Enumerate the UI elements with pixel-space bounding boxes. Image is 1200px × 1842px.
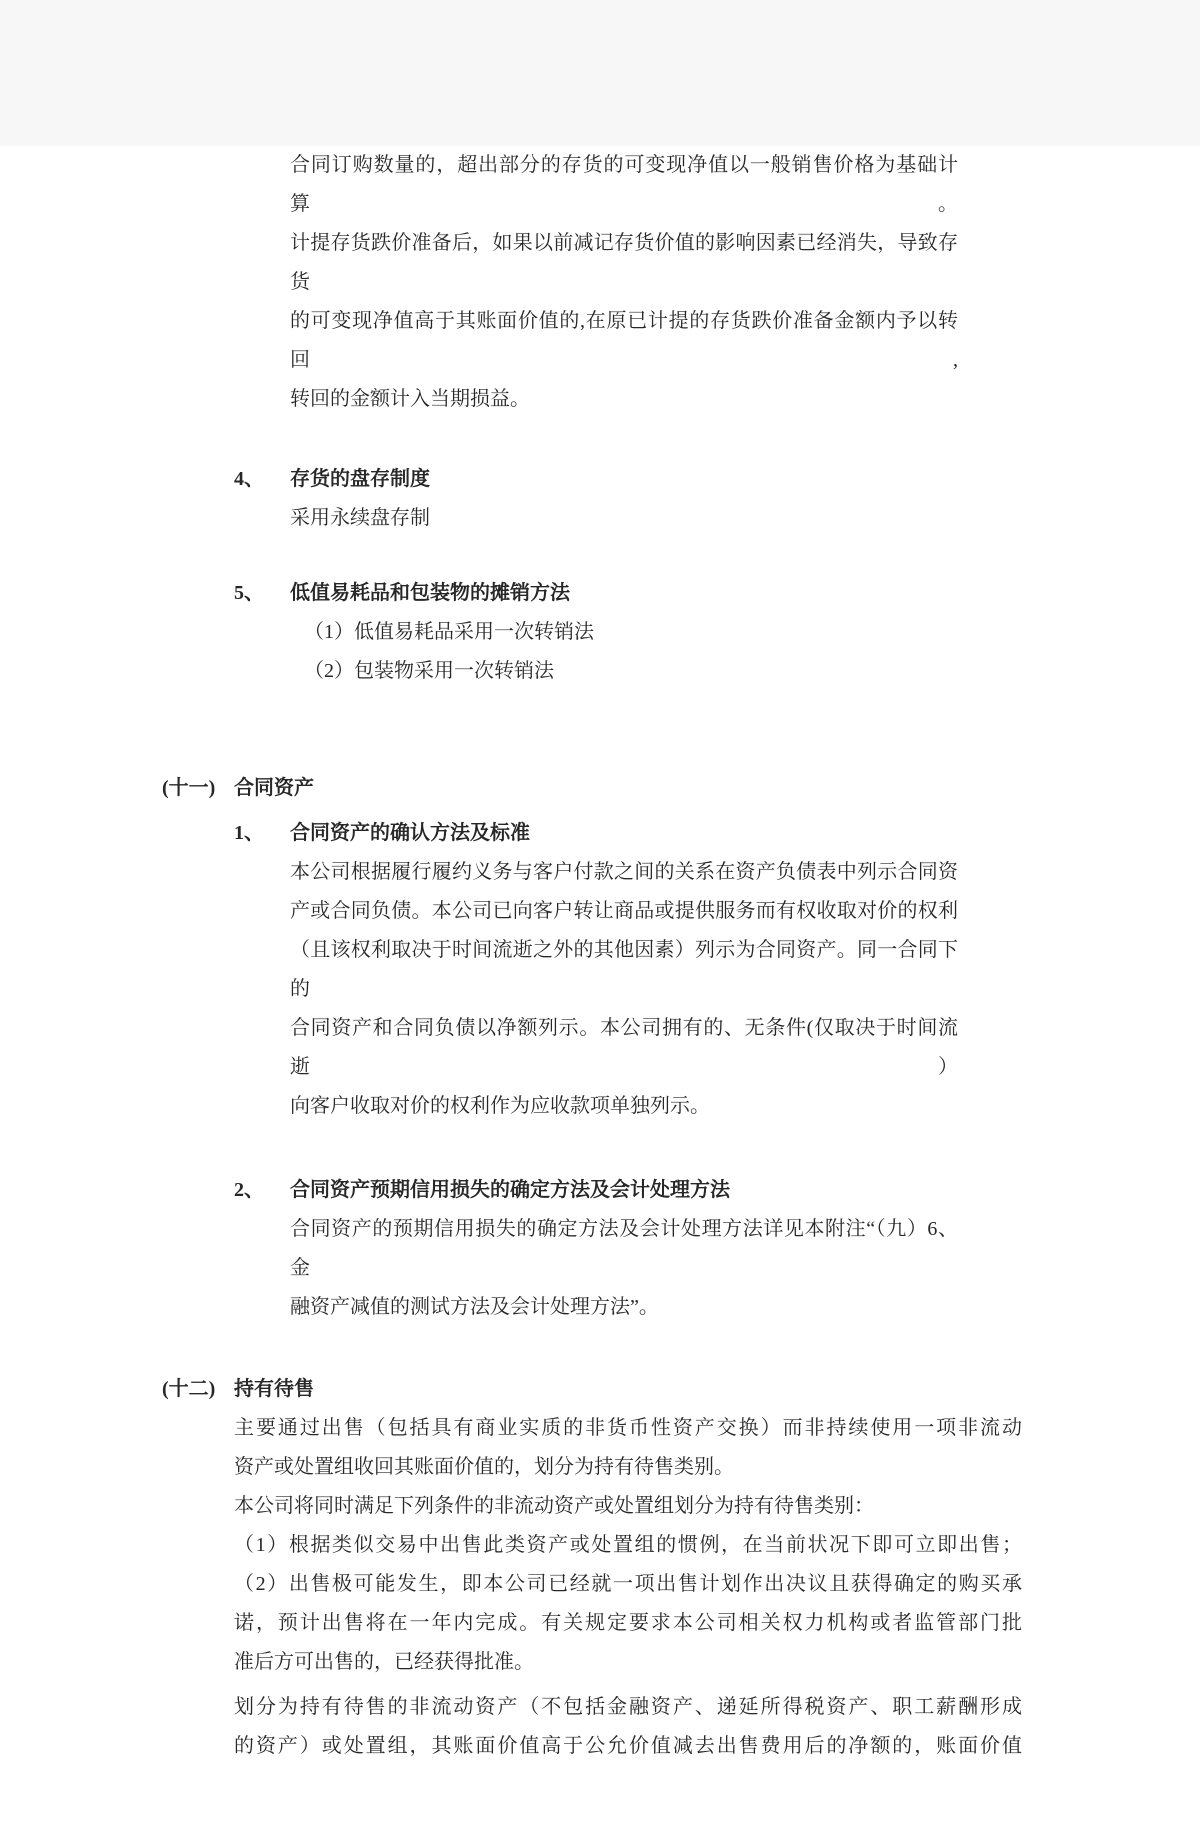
section-12-body	[234, 1409, 1022, 1766]
section-12-title: 持有待售	[234, 1378, 314, 1400]
item-4-body: 采用永续盘存制	[290, 507, 430, 529]
text-line: 合同资产的预期信用损失的确定方法及会计处理方法详见本附注“（九）6、金	[290, 1218, 958, 1279]
text-line: 的资产）或处置组，其账面价值高于公允价值减去出售费用后的净额的，账面价值	[234, 1735, 1022, 1757]
section-11-item-1-body	[290, 853, 958, 1126]
section-11-item-1-title: 合同资产的确认方法及标准	[290, 822, 530, 844]
text-line: 合同订购数量的，超出部分的存货的可变现净值以一般销售价格为基础计算。	[290, 154, 958, 215]
item-5-number: 5、	[234, 582, 264, 604]
inventory-provision-paragraph	[290, 146, 958, 419]
item-4-inventory-system	[234, 460, 958, 538]
text-line: 转回的金额计入当期损益。	[290, 388, 530, 410]
text-line: 的可变现净值高于其账面价值的,在原已计提的存货跌价准备金额内予以转回,	[290, 310, 958, 371]
item-5-sub-1: （1）低值易耗品采用一次转销法	[304, 621, 594, 643]
section-11-item-2	[234, 1171, 958, 1327]
text-line: 诺，预计出售将在一年内完成。有关规定要求本公司相关权力机构或者监管部门批	[234, 1612, 1022, 1634]
section-11-item-2-content	[290, 1171, 958, 1327]
section-11-item-1-content	[290, 814, 958, 1126]
item-5-title: 低值易耗品和包装物的摊销方法	[290, 582, 570, 604]
text-line: 资产或处置组收回其账面价值的，划分为持有待售类别。	[234, 1456, 734, 1478]
document-page	[0, 146, 1200, 1842]
text-line: 本公司根据履行履约义务与客户付款之间的关系在资产负债表中列示合同资	[290, 861, 958, 883]
text-line: 融资产减值的测试方法及会计处理方法”。	[290, 1296, 659, 1318]
text-line: 主要通过出售（包括具有商业实质的非货币性资产交换）而非持续使用一项非流动	[234, 1417, 1022, 1439]
text-line: 本公司将同时满足下列条件的非流动资产或处置组划分为持有待售类别：	[234, 1495, 874, 1517]
item-5-amortization-method	[234, 574, 958, 691]
section-11-label: (十一)	[162, 777, 216, 799]
section-11-title: 合同资产	[234, 777, 314, 799]
text-line: 划分为持有待售的非流动资产（不包括金融资产、递延所得税资产、职工薪酬形成	[234, 1696, 1022, 1718]
text-line: 产或合同负债。本公司已向客户转让商品或提供服务而有权收取对价的权利	[290, 900, 958, 922]
section-11-item-1-number: 1、	[234, 822, 264, 844]
section-11-heading	[162, 769, 1200, 808]
section-11-item-1	[234, 814, 958, 1126]
text-line: （2）出售极可能发生，即本公司已经就一项出售计划作出决议且获得确定的购买承	[234, 1573, 1022, 1595]
item-4-content	[290, 460, 958, 538]
text-line: （1）根据类似交易中出售此类资产或处置组的惯例，在当前状况下即可立即出售；	[234, 1534, 1022, 1556]
section-11-item-2-number: 2、	[234, 1179, 264, 1201]
item-4-number: 4、	[234, 468, 264, 490]
section-12-heading	[162, 1370, 1200, 1409]
text-line: 向客户收取对价的权利作为应收款项单独列示。	[290, 1095, 710, 1117]
item-5-sub-2: （2）包装物采用一次转销法	[304, 660, 554, 682]
section-12-label: (十二)	[162, 1378, 216, 1400]
item-4-title: 存货的盘存制度	[290, 468, 430, 490]
section-11-item-2-title: 合同资产预期信用损失的确定方法及会计处理方法	[290, 1179, 730, 1201]
text-line: 准后方可出售的，已经获得批准。	[234, 1651, 534, 1673]
item-5-content	[290, 574, 972, 691]
text-line: 合同资产和合同负债以净额列示。本公司拥有的、无条件(仅取决于时间流逝）	[290, 1017, 958, 1078]
text-line: （且该权利取决于时间流逝之外的其他因素）列示为合同资产。同一合同下的	[290, 939, 958, 1000]
text-line: 计提存货跌价准备后，如果以前减记存货价值的影响因素已经消失，导致存货	[290, 232, 958, 293]
section-11-item-2-body	[290, 1210, 958, 1327]
